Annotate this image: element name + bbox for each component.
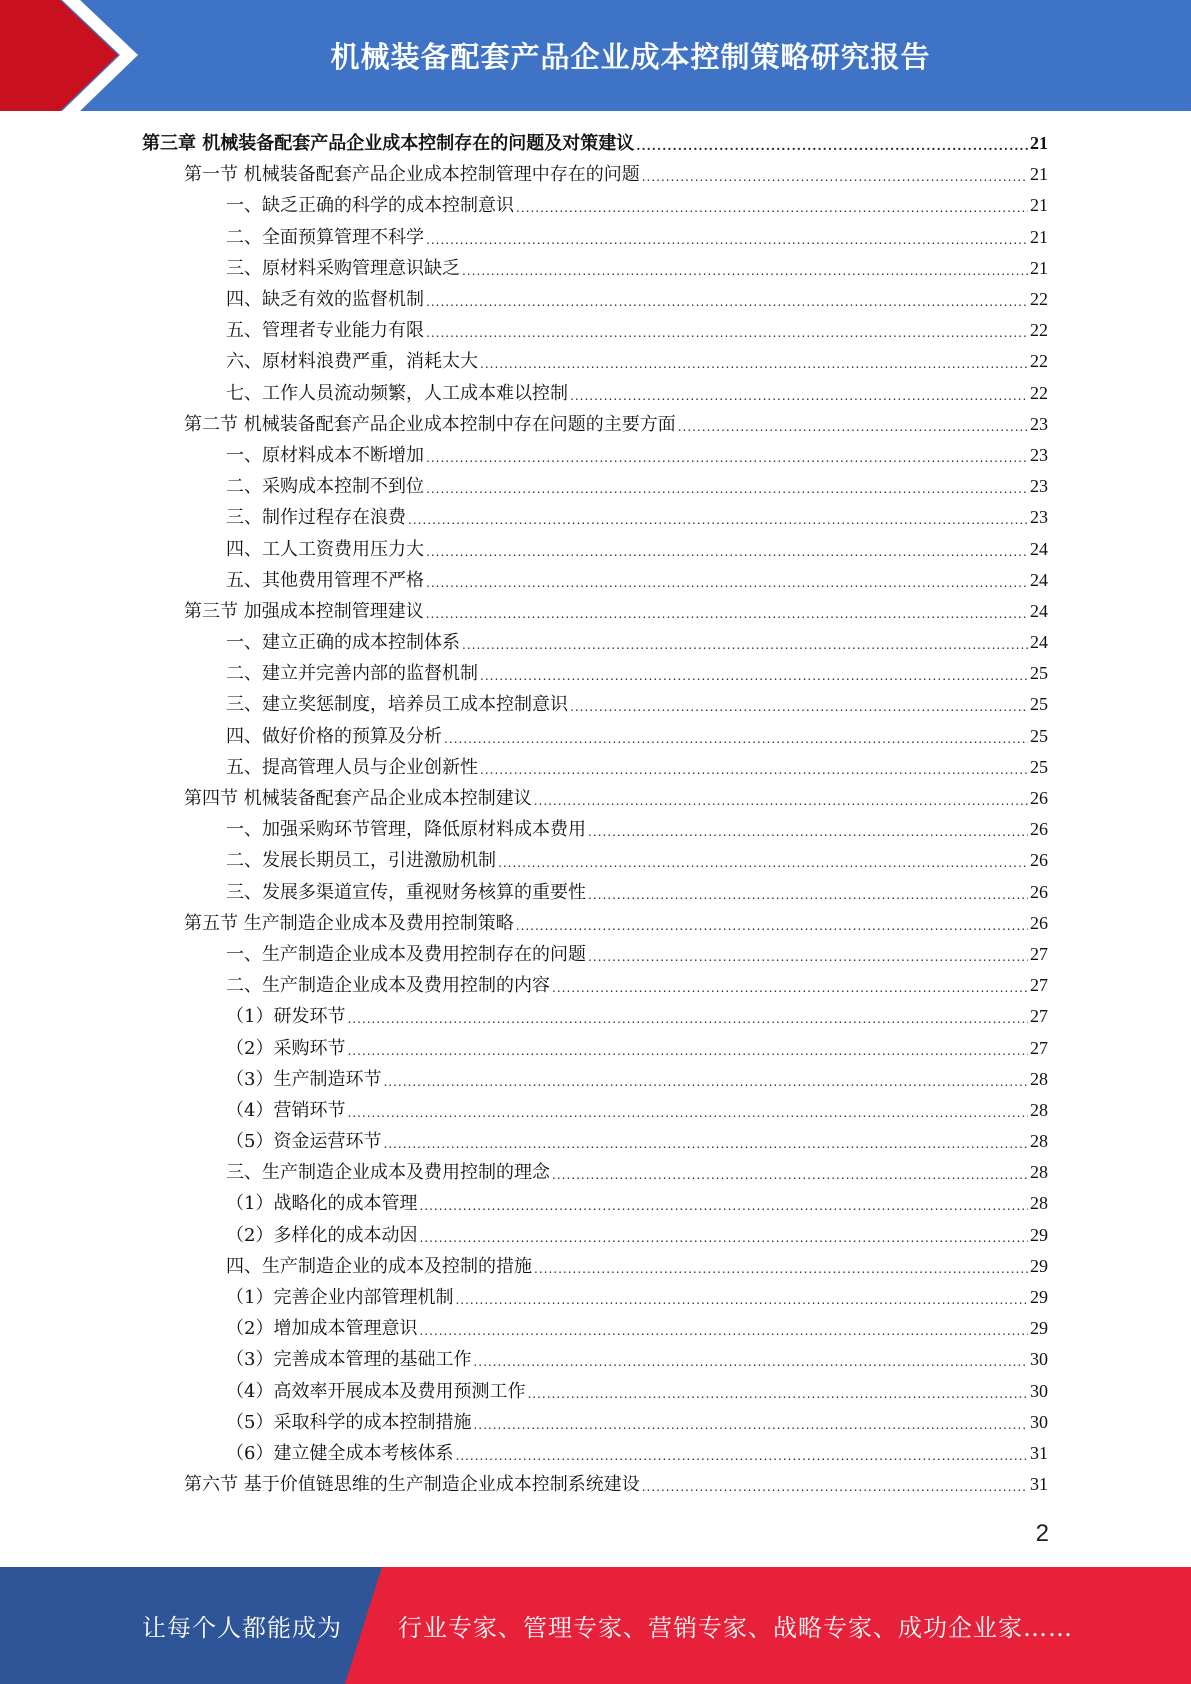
toc-entry[interactable] (142, 1438, 1048, 1469)
toc-entry-label: （3）生产制造环节 (226, 1068, 382, 1090)
toc-dot-leader (462, 630, 1028, 661)
toc-entry[interactable] (142, 1344, 1048, 1375)
toc-entry-page: 24 (1030, 600, 1048, 621)
toc-entry[interactable] (142, 190, 1048, 221)
toc-dot-leader (462, 256, 1028, 287)
toc-entry[interactable] (142, 409, 1048, 440)
toc-entry-page: 27 (1030, 943, 1048, 964)
toc-entry[interactable] (142, 752, 1048, 783)
toc-entry-page: 29 (1030, 1224, 1048, 1245)
toc-entry-page: 23 (1030, 507, 1048, 528)
toc-entry[interactable] (142, 908, 1048, 939)
report-title: 机械装备配套产品企业成本控制策略研究报告 (330, 40, 931, 74)
toc-entry[interactable] (142, 596, 1048, 627)
toc-entry-page: 29 (1030, 1318, 1048, 1339)
toc-entry-page: 23 (1030, 476, 1048, 497)
toc-dot-leader (455, 1285, 1028, 1316)
toc-entry[interactable] (142, 284, 1048, 315)
toc-entry[interactable] (142, 1032, 1048, 1063)
toc-entry-label: （1）研发环节 (226, 1006, 346, 1028)
toc-entry-page: 26 (1030, 850, 1048, 871)
toc-entry[interactable] (142, 222, 1048, 253)
toc-entry-page: 23 (1030, 444, 1048, 465)
toc-entry-page: 26 (1030, 912, 1048, 933)
toc-entry-page: 21 (1030, 164, 1048, 185)
toc-entry-label: 第四节 机械装备配套产品企业成本控制建议 (184, 788, 532, 810)
toc-entry-label: 一、缺乏正确的科学的成本控制意识 (226, 195, 514, 217)
toc-entry[interactable] (142, 627, 1048, 658)
toc-entry-page: 21 (1030, 257, 1048, 278)
toc-dot-leader (527, 1379, 1028, 1410)
toc-entry-label: 第五节 生产制造企业成本及费用控制策略 (184, 912, 514, 934)
toc-dot-leader (419, 1223, 1028, 1254)
toc-dot-leader (426, 318, 1028, 349)
toc-entry-label: 六、原材料浪费严重，消耗太大 (226, 351, 478, 373)
toc-entry-label: （5）资金运营环节 (226, 1131, 382, 1153)
toc-dot-leader (426, 225, 1028, 256)
toc-entry-page: 24 (1030, 632, 1048, 653)
toc-entry[interactable] (142, 970, 1048, 1001)
toc-entry-label: 四、生产制造企业的成本及控制的措施 (226, 1255, 532, 1277)
toc-dot-leader (588, 880, 1028, 911)
toc-dot-leader (552, 973, 1028, 1004)
toc-dot-leader (516, 911, 1028, 942)
toc-entry-label: 三、发展多渠道宣传，重视财务核算的重要性 (226, 881, 586, 903)
toc-entry-label: （1）完善企业内部管理机制 (226, 1287, 454, 1309)
toc-dot-leader (480, 661, 1028, 692)
toc-entry-label: 二、生产制造企业成本及费用控制的内容 (226, 975, 550, 997)
toc-entry[interactable] (142, 1064, 1048, 1095)
toc-entry-label: （2）采购环节 (226, 1037, 346, 1059)
toc-entry[interactable] (142, 159, 1048, 190)
toc-entry-label: （4）高效率开展成本及费用预测工作 (226, 1380, 526, 1402)
toc-entry-page: 22 (1030, 320, 1048, 341)
toc-entry[interactable] (142, 128, 1048, 159)
toc-entry-label: 第三节 加强成本控制管理建议 (184, 600, 424, 622)
toc-entry[interactable] (142, 658, 1048, 689)
toc-entry-page: 24 (1030, 538, 1048, 559)
toc-entry-page: 21 (1030, 226, 1048, 247)
toc-entry[interactable] (142, 721, 1048, 752)
toc-dot-leader (444, 724, 1028, 755)
toc-entry[interactable] (142, 253, 1048, 284)
toc-entry-label: 五、其他费用管理不严格 (226, 569, 424, 591)
toc-dot-leader (426, 287, 1028, 318)
toc-dot-leader (426, 443, 1028, 474)
toc-dot-leader (426, 537, 1028, 568)
toc-dot-leader (473, 1410, 1028, 1441)
toc-entry[interactable] (142, 1282, 1048, 1313)
toc-entry[interactable] (142, 1126, 1048, 1157)
toc-entry-label: 第二节 机械装备配套产品企业成本控制中存在问题的主要方面 (184, 413, 676, 435)
toc-dot-leader (588, 942, 1028, 973)
toc-entry[interactable] (142, 1001, 1048, 1032)
toc-entry-label: 二、采购成本控制不到位 (226, 476, 424, 498)
toc-entry-page: 25 (1030, 694, 1048, 715)
toc-entry-label: 五、提高管理人员与企业创新性 (226, 756, 478, 778)
page-number: 2 (1035, 1520, 1049, 1547)
toc-entry-label: （6）建立健全成本考核体系 (226, 1442, 454, 1464)
toc-entry[interactable] (142, 1407, 1048, 1438)
table-of-contents (142, 128, 1048, 1500)
toc-entry-label: （2）多样化的成本动因 (226, 1224, 418, 1246)
toc-entry-page: 25 (1030, 663, 1048, 684)
toc-entry-page: 23 (1030, 413, 1048, 434)
toc-entry-page: 26 (1030, 819, 1048, 840)
page-header (0, 0, 1191, 111)
toc-entry[interactable] (142, 1376, 1048, 1407)
toc-entry-label: 一、加强采购环节管理，降低原材料成本费用 (226, 819, 586, 841)
toc-dot-leader (347, 1004, 1028, 1035)
toc-dot-leader (498, 848, 1028, 879)
toc-entry-page: 24 (1030, 569, 1048, 590)
toc-dot-leader (480, 349, 1028, 380)
toc-entry-label: 四、工人工资费用压力大 (226, 538, 424, 560)
toc-dot-leader (419, 1316, 1028, 1347)
toc-entry-label: 一、生产制造企业成本及费用控制存在的问题 (226, 943, 586, 965)
toc-entry-label: 二、全面预算管理不科学 (226, 226, 424, 248)
toc-entry[interactable] (142, 502, 1048, 533)
toc-entry[interactable] (142, 877, 1048, 908)
toc-entry[interactable] (142, 533, 1048, 564)
toc-entry-label: 三、制作过程存在浪费 (226, 507, 406, 529)
toc-entry-label: 第六节 基于价值链思维的生产制造企业成本控制系统建设 (184, 1474, 640, 1496)
toc-dot-leader (534, 786, 1028, 817)
toc-entry-page: 31 (1030, 1442, 1048, 1463)
toc-entry-page: 30 (1030, 1411, 1048, 1432)
toc-entry[interactable] (142, 1251, 1048, 1282)
toc-entry-page: 30 (1030, 1380, 1048, 1401)
toc-entry-page: 28 (1030, 1193, 1048, 1214)
toc-dot-leader (588, 817, 1028, 848)
toc-entry-label: 一、原材料成本不断增加 (226, 444, 424, 466)
toc-entry-page: 28 (1030, 1099, 1048, 1120)
toc-dot-leader (347, 1036, 1028, 1067)
toc-entry[interactable] (142, 565, 1048, 596)
toc-entry-label: 二、建立并完善内部的监督机制 (226, 663, 478, 685)
toc-dot-leader (408, 505, 1028, 536)
toc-entry[interactable] (142, 440, 1048, 471)
toc-dot-leader (383, 1129, 1028, 1160)
toc-entry[interactable] (142, 378, 1048, 409)
toc-dot-leader (642, 1472, 1028, 1503)
toc-entry[interactable] (142, 471, 1048, 502)
toc-entry-page: 28 (1030, 1131, 1048, 1152)
toc-entry-page: 26 (1030, 788, 1048, 809)
toc-dot-leader (642, 162, 1028, 193)
toc-dot-leader (636, 131, 1028, 162)
toc-entry-label: 第一节 机械装备配套产品企业成本控制管理中存在的问题 (184, 164, 640, 186)
toc-entry-page: 22 (1030, 351, 1048, 372)
toc-entry[interactable] (142, 1095, 1048, 1126)
toc-entry-page: 29 (1030, 1287, 1048, 1308)
toc-entry-page: 22 (1030, 289, 1048, 310)
toc-dot-leader (516, 193, 1028, 224)
toc-entry-label: 四、缺乏有效的监督机制 (226, 289, 424, 311)
toc-entry-page: 25 (1030, 756, 1048, 777)
toc-dot-leader (534, 1254, 1028, 1285)
toc-entry[interactable] (142, 346, 1048, 377)
toc-entry-label: （3）完善成本管理的基础工作 (226, 1349, 472, 1371)
toc-dot-leader (347, 1098, 1028, 1129)
toc-entry-label: （2）增加成本管理意识 (226, 1318, 418, 1340)
toc-entry-page: 29 (1030, 1255, 1048, 1276)
toc-entry-page: 28 (1030, 1162, 1048, 1183)
toc-entry[interactable] (142, 1188, 1048, 1219)
page-footer (0, 1567, 1191, 1684)
toc-entry-label: 三、原材料采购管理意识缺乏 (226, 257, 460, 279)
toc-entry-label: 三、建立奖惩制度，培养员工成本控制意识 (226, 694, 568, 716)
toc-entry-page: 25 (1030, 725, 1048, 746)
toc-entry[interactable] (142, 689, 1048, 720)
toc-dot-leader (480, 755, 1028, 786)
toc-dot-leader (473, 1347, 1028, 1378)
toc-entry-page: 27 (1030, 1006, 1048, 1027)
toc-entry-page: 22 (1030, 382, 1048, 403)
toc-entry-label: 三、生产制造企业成本及费用控制的理念 (226, 1162, 550, 1184)
footer-slogan-left: 让每个人都能成为 (142, 1614, 342, 1642)
toc-dot-leader (678, 412, 1028, 443)
red-chevron-decoration (0, 0, 160, 111)
toc-entry-label: 五、管理者专业能力有限 (226, 320, 424, 342)
toc-entry-page: 26 (1030, 881, 1048, 902)
footer-slogan-right: 行业专家、管理专家、营销专家、战略专家、成功企业家…… (398, 1614, 1073, 1642)
toc-entry[interactable] (142, 939, 1048, 970)
toc-dot-leader (426, 474, 1028, 505)
toc-entry-page: 31 (1030, 1474, 1048, 1495)
toc-entry[interactable] (142, 1313, 1048, 1344)
toc-dot-leader (426, 568, 1028, 599)
toc-entry-page: 21 (1030, 195, 1048, 216)
toc-entry-page: 30 (1030, 1349, 1048, 1370)
toc-dot-leader (570, 381, 1028, 412)
toc-entry[interactable] (142, 783, 1048, 814)
toc-entry-page: 28 (1030, 1068, 1048, 1089)
toc-entry[interactable] (142, 1469, 1048, 1500)
toc-entry[interactable] (142, 814, 1048, 845)
toc-entry[interactable] (142, 1220, 1048, 1251)
toc-entry[interactable] (142, 1157, 1048, 1188)
toc-entry-label: 二、发展长期员工，引进激励机制 (226, 850, 496, 872)
toc-entry-page: 27 (1030, 975, 1048, 996)
toc-entry[interactable] (142, 845, 1048, 876)
toc-dot-leader (552, 1160, 1028, 1191)
toc-entry-label: 第三章 机械装备配套产品企业成本控制存在的问题及对策建议 (142, 133, 635, 155)
toc-entry-label: （4）营销环节 (226, 1099, 346, 1121)
toc-entry-label: 七、工作人员流动频繁，人工成本难以控制 (226, 382, 568, 404)
toc-dot-leader (455, 1441, 1028, 1472)
toc-entry-label: 四、做好价格的预算及分析 (226, 725, 442, 747)
toc-entry-label: （1）战略化的成本管理 (226, 1193, 418, 1215)
toc-entry-page: 27 (1030, 1037, 1048, 1058)
toc-dot-leader (419, 1191, 1028, 1222)
toc-entry-page: 21 (1030, 133, 1048, 154)
toc-entry-label: 一、建立正确的成本控制体系 (226, 632, 460, 654)
toc-dot-leader (426, 599, 1028, 630)
toc-dot-leader (383, 1067, 1028, 1098)
toc-entry[interactable] (142, 315, 1048, 346)
toc-dot-leader (570, 692, 1028, 723)
toc-entry-label: （5）采取科学的成本控制措施 (226, 1411, 472, 1433)
